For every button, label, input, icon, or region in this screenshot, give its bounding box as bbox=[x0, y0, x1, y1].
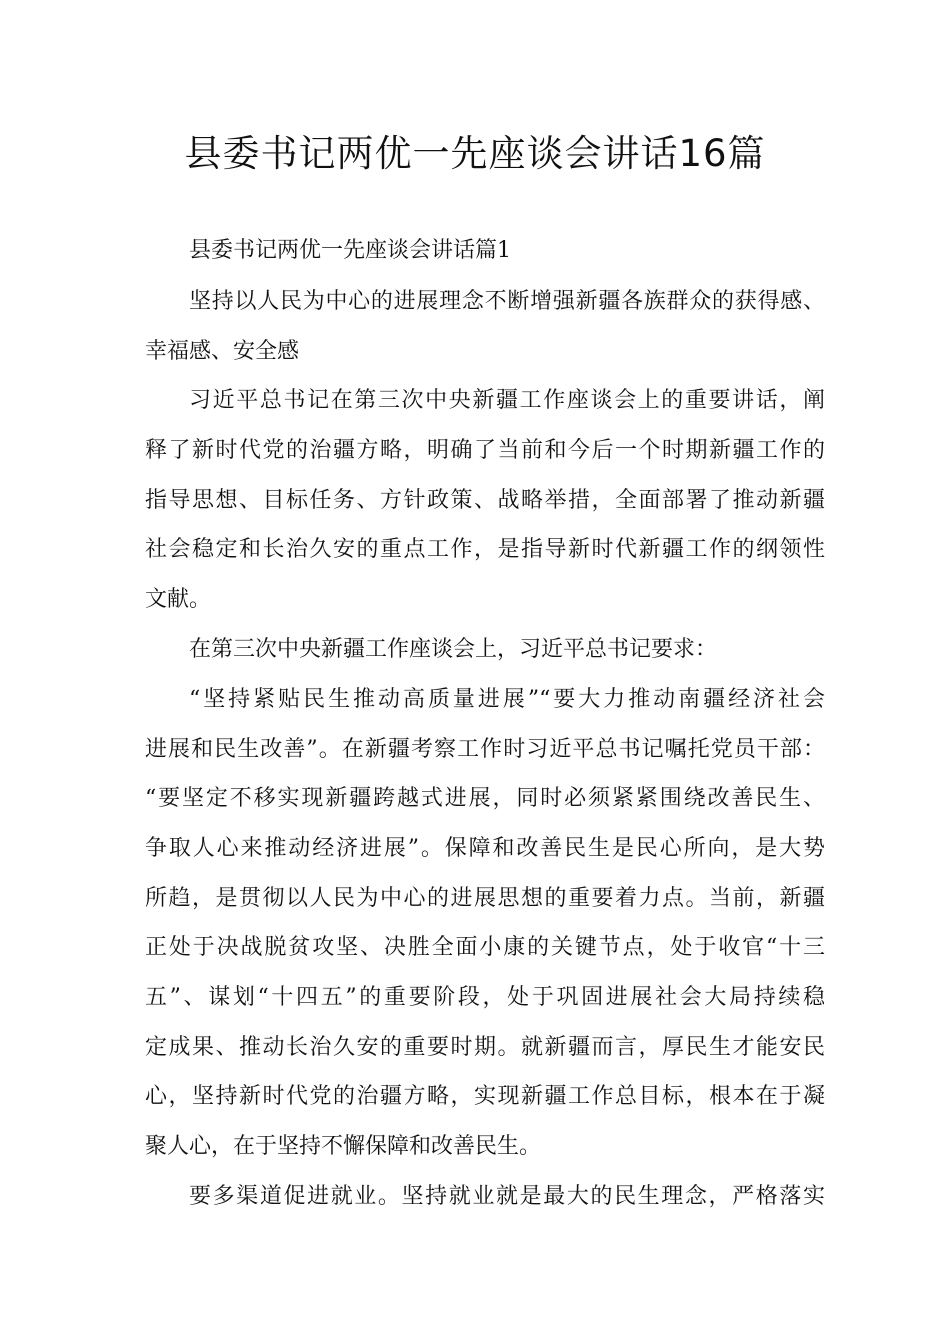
paragraph-2-line-1: 习近平总书记在第三次中央新疆工作座谈会上的重要讲话，阐 bbox=[189, 388, 825, 413]
paragraph-2-line-3: 指导思想、目标任务、方针政策、战略举措，全面部署了推动新疆 bbox=[145, 488, 825, 513]
paragraph-2-line-4: 社会稳定和长治久安的重点工作，是指导新时代新疆工作的纲领性 bbox=[145, 537, 825, 562]
paragraph-4-line-8: 定成果、推动长治久安的重要时期。就新疆而言，厚民生才能安民 bbox=[145, 1035, 825, 1060]
section-heading: 县委书记两优一先座谈会讲话篇1 bbox=[189, 238, 511, 263]
paragraph-1-line-2: 幸福感、安全感 bbox=[145, 339, 300, 364]
paragraph-4-line-3: “要坚定不移实现新疆跨越式进展，同时必须紧紧围绕改善民生、 bbox=[145, 786, 825, 811]
paragraph-5-line-1: 要多渠道促进就业。坚持就业就是最大的民生理念，严格落实 bbox=[189, 1184, 825, 1209]
paragraph-4-line-1: “坚持紧贴民生推动高质量进展”“要大力推动南疆经济社会 bbox=[189, 687, 825, 712]
paragraph-2-line-5: 文献。 bbox=[145, 587, 212, 612]
paragraph-4-line-4: 争取人心来推动经济进展”。保障和改善民生是民心所向，是大势 bbox=[145, 836, 825, 861]
document-title: 县委书记两优一先座谈会讲话16篇 bbox=[184, 132, 766, 175]
paragraph-4-line-5: 所趋，是贯彻以人民为中心的进展思想的重要着力点。当前，新疆 bbox=[145, 886, 825, 911]
paragraph-1-line-1: 坚持以人民为中心的进展理念不断增强新疆各族群众的获得感、 bbox=[189, 289, 825, 314]
paragraph-4-line-9: 心，坚持新时代党的治疆方略，实现新疆工作总目标，根本在于凝 bbox=[145, 1084, 825, 1109]
paragraph-4-line-2: 进展和民生改善”。在新疆考察工作时习近平总书记嘱托党员干部： bbox=[145, 737, 825, 762]
paragraph-4-line-10: 聚人心，在于坚持不懈保障和改善民生。 bbox=[145, 1134, 542, 1159]
paragraph-3-line-1: 在第三次中央新疆工作座谈会上，习近平总书记要求： bbox=[189, 637, 718, 662]
paragraph-4-line-6: 正处于决战脱贫攻坚、决胜全面小康的关键节点，处于收官“十三 bbox=[145, 935, 825, 960]
paragraph-4-line-7: 五”、谋划“十四五”的重要阶段，处于巩固进展社会大局持续稳 bbox=[145, 985, 825, 1010]
paragraph-2-line-2: 释了新时代党的治疆方略，明确了当前和今后一个时期新疆工作的 bbox=[145, 438, 825, 463]
